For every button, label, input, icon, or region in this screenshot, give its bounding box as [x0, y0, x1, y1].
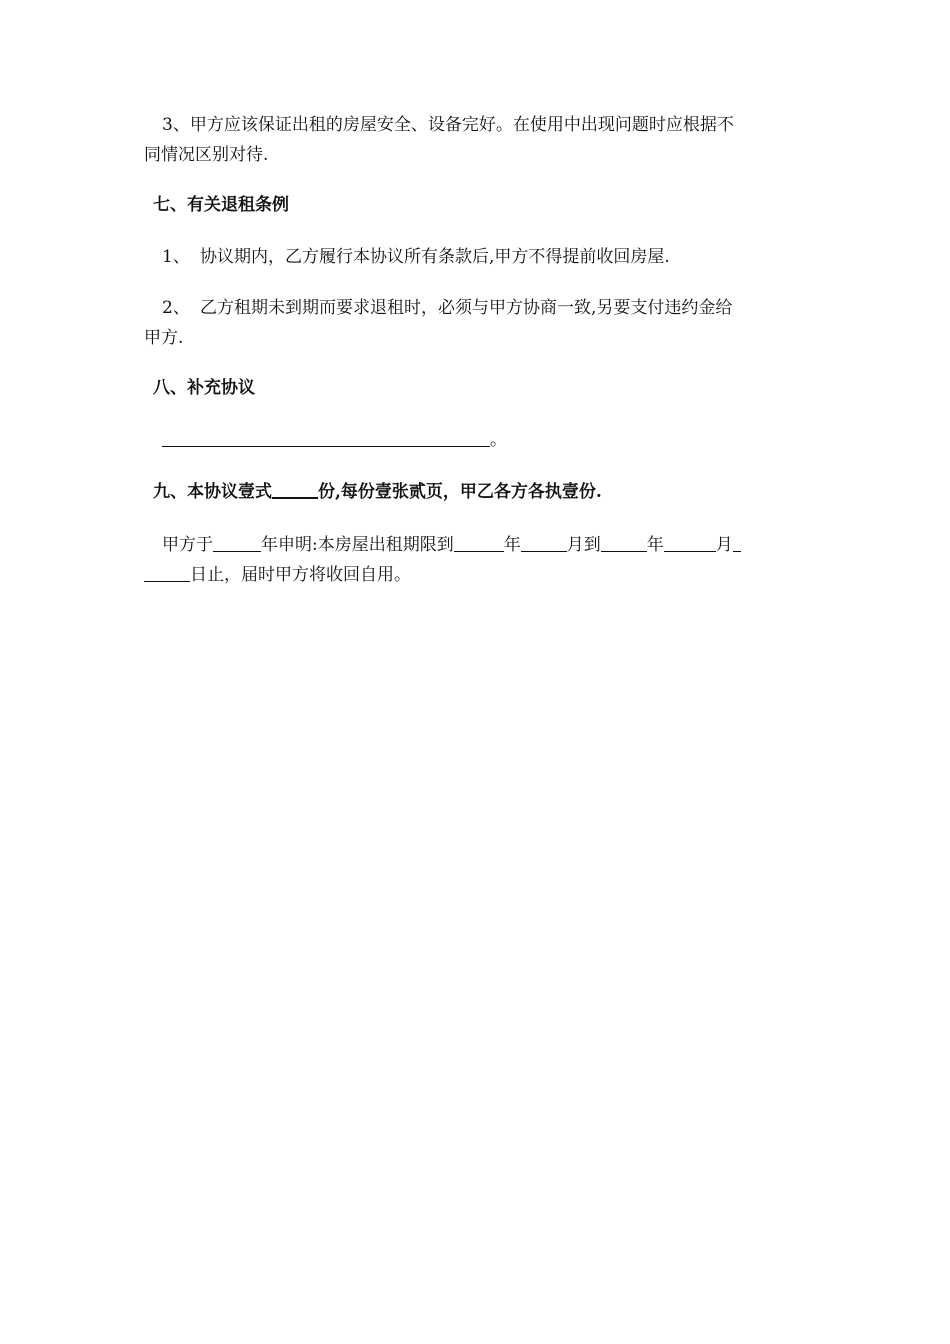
clause7-item2-line1: [144, 293, 828, 323]
clause7-item1-number: 1、: [162, 247, 190, 267]
declaration-part7: 日止，届时甲方将收回自用。: [190, 565, 411, 585]
declaration-part4: 月到: [566, 535, 601, 555]
clause7-item1: [144, 242, 828, 272]
declaration-part2: 年申明:本房屋出租期限到: [261, 535, 454, 555]
declaration-part1: 甲方于: [162, 535, 213, 555]
declaration-part5: 年: [646, 535, 664, 555]
clause9-heading: [153, 477, 819, 507]
clause9-heading-part2: 份,每份壹张贰页，甲乙各方各执壹份.: [318, 482, 602, 502]
end-year-blank[interactable]: [454, 533, 504, 552]
end-month-blank[interactable]: [521, 533, 567, 552]
declaration-part6: 月: [715, 535, 733, 555]
clause7-heading: 七、有关退租条例: [153, 195, 289, 215]
clause9-heading-part1: 九、本协议壹式: [153, 482, 272, 502]
clause8-heading: 八、补充协议: [153, 378, 255, 398]
declaration-line2: [144, 560, 810, 590]
day-blank[interactable]: [144, 563, 190, 582]
declaration-line1: [144, 530, 828, 560]
clause8-blank-line: [144, 425, 828, 455]
clause7-item2-text: 乙方租期未到期而要求退租时，必须与甲方协商一致,另要支付违约金给: [200, 298, 733, 318]
clause6-item3-line2: 同情况区别对待.: [144, 145, 269, 165]
declaration-year-blank[interactable]: [213, 533, 261, 552]
clause7-item2-line2: 甲方.: [144, 328, 184, 348]
clause7-item2-number: 2、: [162, 298, 190, 318]
day-blank-start[interactable]: [733, 533, 741, 552]
declaration-part3: 年: [503, 535, 521, 555]
clause6-item3-line1: 3、甲方应该保证出租的房屋安全、设备完好。在使用中出现问题时应根据不: [162, 115, 734, 135]
copies-blank[interactable]: [272, 479, 318, 499]
to-year-blank[interactable]: [601, 533, 647, 552]
clause8-blank-end: 。: [490, 430, 507, 450]
supplement-blank[interactable]: [162, 428, 490, 447]
to-month-blank[interactable]: [664, 533, 716, 552]
clause7-item1-text: 协议期内，乙方履行本协议所有条款后,甲方不得提前收回房屋.: [200, 247, 670, 267]
